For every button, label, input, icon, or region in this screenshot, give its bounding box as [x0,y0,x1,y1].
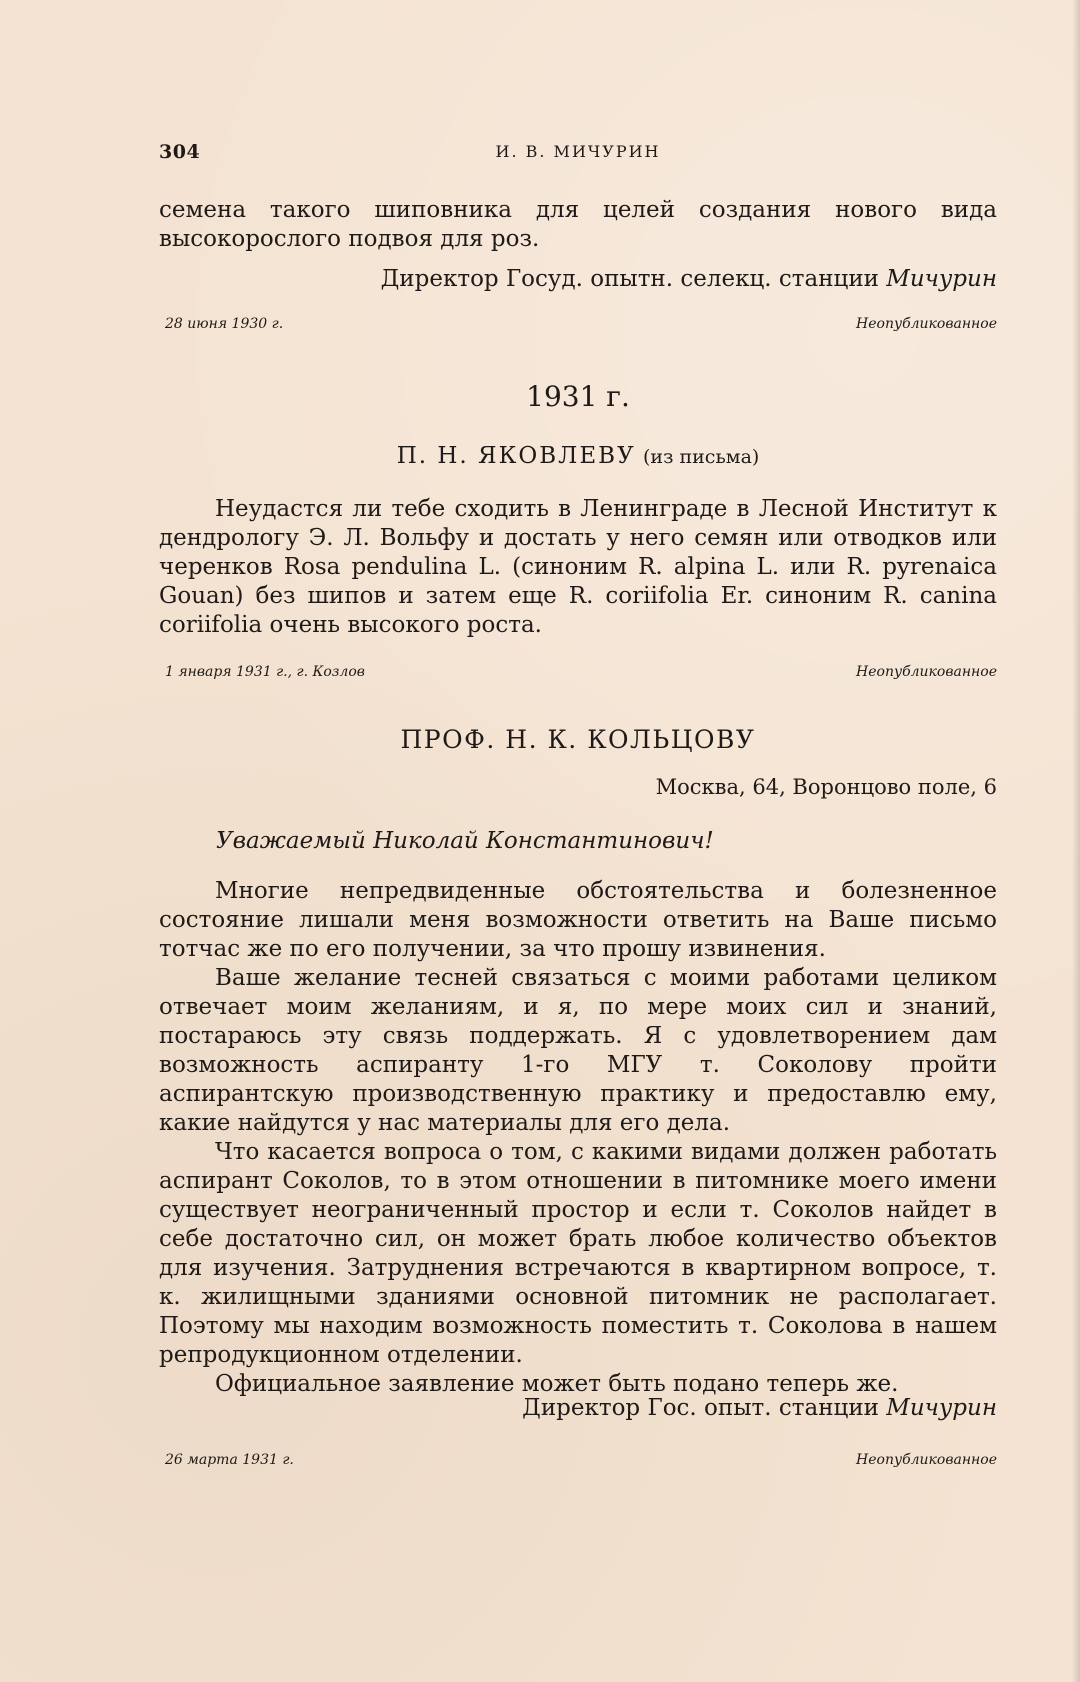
paragraph: Ваше желание тесней связаться с моими работами целиком отвечает моим желаниям, и я, по мере моих сил и знаний, постараюсь эту связь поддержать. Я с удовлетворением дам возможность аспиранту 1-го МГУ т. Соколову пройти аспирантскую производственную практику и предоставлю ему, какие найдутся у нас материалы для его дела. [159,965,997,1136]
publication-status-2: Неопубликованное [856,664,997,680]
letter-heading-yakovlev [159,443,997,469]
paragraph: Многие непредвиденные обстоятельства и болезненное состояние лишали меня возможности ответить на Ваше письмо тотчас же по его получении, за что прошу извинения. [159,878,997,962]
continuation-paragraph [159,196,997,254]
date-2: 1 января 1931 г., г. Козлов [165,664,365,680]
letter-heading-main: П. Н. ЯКОВЛЕВУ [396,443,636,469]
letter-heading-koltsov: ПРОФ. Н. К. КОЛЬЦОВУ [400,725,756,754]
page-edge-shadow [1072,0,1080,1682]
page-number: 304 [159,141,201,163]
publication-status-3: Неопубликованное [856,1452,997,1468]
date-3: 26 марта 1931 г. [165,1452,294,1468]
page-header [159,141,997,169]
paragraph: Что касается вопроса о том, с какими видами должен работать аспирант Соколов, то в этом отношении в питомнике моего имени существует неограниченный простор и если т. Соколов найдет в себе достаточно сил, он может брать любое количество объектов для изучения. Затруднения встречаются в квартирном вопросе, т. к. жилищными зданиями основной питомник не располагает. Поэтому мы находим возможность поместить т. Соколова в нашем репродукционном отделении. [159,1139,997,1368]
signature-name: Мичурин [886,1395,997,1421]
signature-1 [381,265,997,294]
salutation: Уважаемый Николай Константинович! [216,828,714,854]
letter-heading-note: (из письма) [643,446,760,468]
signature-title: Директор Госуд. опытн. селекц. станции [380,266,879,292]
paragraph: Неудастся ли тебе сходить в Ленинграде в Лесной Институт к дендрологу Э. Л. Вольфу и достать у него семян или отводков или черенков Rosa pendulina L. (синоним R. alpina L. или R. pyrenaica Gouan) без шипов и затем еще R. coriifolia Er. синоним R. canina coriifolia очень высокого роста. [159,496,997,638]
paragraph: семена такого шиповника для целей создания нового вида высокорослого подвоя для роз. [159,197,997,252]
address-line: Москва, 64, Воронцово поле, 6 [655,775,997,799]
signature-title: Директор Гос. опыт. станции [522,1395,879,1421]
paragraph: Официальное заявление может быть подано теперь же. [215,1371,899,1397]
signature-name: Мичурин [886,266,997,292]
section-year: 1931 г. [526,380,630,413]
date-1: 28 июня 1930 г. [165,316,284,332]
publication-status-1: Неопубликованное [856,316,997,332]
letter2-body [159,877,997,1399]
letter1-body [159,495,997,640]
running-head: И. В. МИЧУРИН [495,142,661,161]
signature-2 [522,1394,997,1423]
